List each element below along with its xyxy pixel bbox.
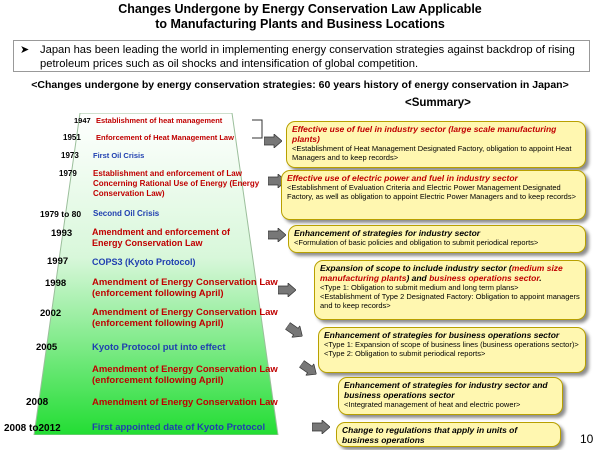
summary-box (288, 225, 586, 253)
summary-box (318, 327, 586, 373)
summary-box-heading: Enhancement of strategies for business operations sector (324, 330, 560, 340)
bullet-arrow-icon: ➤ (20, 44, 30, 56)
arrow-right-icon (268, 228, 286, 242)
summary-box-line: <Integrated management of heat and electric power> (344, 400, 521, 409)
timeline-event: Kyoto Protocol put into effect (92, 342, 226, 353)
summary-box-heading: Effective use of fuel in industry sector (large scale manufacturing plants) (292, 124, 557, 144)
intro-box (13, 40, 590, 72)
heading-part: ) and (406, 273, 430, 283)
timeline-year: 1979 (59, 169, 77, 178)
timeline-year: 1998 (45, 278, 67, 289)
summary-box-line: <Type 2: Obligation to submit periodical reports> (324, 349, 486, 358)
timeline-event: Amendment of Energy Conservation Law (enforcement following April) (92, 307, 278, 329)
section-subtitle: <Changes undergone by energy conservation strategies: 60 years history of energy conservation in Japan> (31, 79, 569, 91)
summary-box (314, 260, 586, 320)
timeline-event: Amendment of Energy Conservation Law (enforcement following April) (92, 277, 278, 299)
summary-box-line: <Type 1: Obligation to submit medium and long term plans> (320, 283, 519, 292)
timeline-year: 1997 (47, 256, 69, 267)
heading-part-highlight: medium size manufacturing plants (320, 263, 563, 283)
arrow-right-icon (312, 420, 330, 434)
timeline-year: 2008 to2012 (4, 423, 61, 434)
timeline-year: 1993 (51, 228, 73, 239)
timeline-event: Establishment of heat management (96, 116, 223, 125)
timeline-event: Second Oil Crisis (93, 209, 160, 218)
summary-box-heading: Enhancement of strategies for industry sector (294, 228, 481, 238)
timeline-event: Amendment and enforcement of Energy Conservation Law (92, 227, 231, 248)
timeline-event: COPS3 (Kyoto Protocol) (92, 257, 196, 267)
timeline-event: Enforcement of Heat Management Law (96, 133, 234, 142)
timeline-triangle (32, 113, 280, 435)
summary-box-heading (287, 173, 580, 183)
summary-box-line: <Establishment of Evaluation Criteria and Electric Power Management Designated Factory, as well as obligation to appoint Electric Power Managers and to keep records> (287, 183, 576, 201)
heading-part: Expansion of scope to include industry sector ( (320, 263, 512, 273)
summary-box (338, 377, 563, 415)
summary-box-heading-text: Effective use of electric power and fuel in industry sector (287, 173, 518, 183)
summary-box (281, 170, 586, 220)
intro-text: Japan has been leading the world in implementing energy conservation strategies against backdrop of rising petroleum prices such as oil shocks and intensification of global competition. (40, 44, 575, 70)
arrow-right-icon (278, 283, 296, 297)
timeline-year: 1951 (63, 133, 81, 142)
heading-part: . (539, 273, 542, 283)
summary-box-heading (320, 263, 580, 283)
summary-box-line: <Establishment of Type 2 Designated Factory: Obligation to appoint managers and to keep records> (320, 292, 580, 310)
timeline-event: First Oil Crisis (93, 151, 145, 160)
page-number: 10 (580, 432, 594, 446)
timeline-year: 2008 (26, 397, 49, 408)
title-line-2: to Manufacturing Plants and Business Locations (155, 17, 445, 31)
summary-box-heading: Enhancement of strategies for industry sector and business operations sector (344, 380, 548, 400)
title-line-1: Changes Undergone by Energy Conservation Law Applicable (118, 2, 482, 16)
timeline-event: First appointed date of Kyoto Protocol (92, 422, 266, 433)
arrow-right-icon (264, 134, 282, 148)
summary-box-line: <Formulation of basic policies and obligation to submit periodical reports> (294, 238, 539, 247)
timeline-year: 1973 (61, 151, 79, 160)
timeline-year: 1947 (74, 116, 91, 125)
summary-label: <Summary> (405, 97, 471, 109)
arrow-right-icon (298, 358, 321, 380)
summary-box-line: <Type 1: Expansion of scope of business lines (business operations sector)> (324, 340, 579, 349)
timeline-year: 1979 to 80 (40, 209, 82, 219)
timeline-year: 2005 (36, 342, 58, 353)
summary-box-heading: Change to regulations that apply in units of business operations (342, 425, 518, 445)
page-title (0, 2, 600, 32)
timeline-event: Establishment and enforcement of Law Concerning Rational Use of Energy (Energy Conservation Law) (93, 169, 260, 198)
summary-box-line: <Establishment of Heat Management Designated Factory, obligation to appoint Heat Managers and to keep records> (292, 144, 572, 162)
heading-part-highlight: business operations sector (429, 273, 540, 283)
timeline-year: 2002 (40, 308, 62, 319)
timeline-event: Amendment of Energy Conservation Law (92, 397, 278, 408)
summary-box (336, 422, 561, 447)
summary-box (286, 121, 586, 168)
timeline-event: Amendment of Energy Conservation Law (enforcement following April) (92, 364, 278, 386)
